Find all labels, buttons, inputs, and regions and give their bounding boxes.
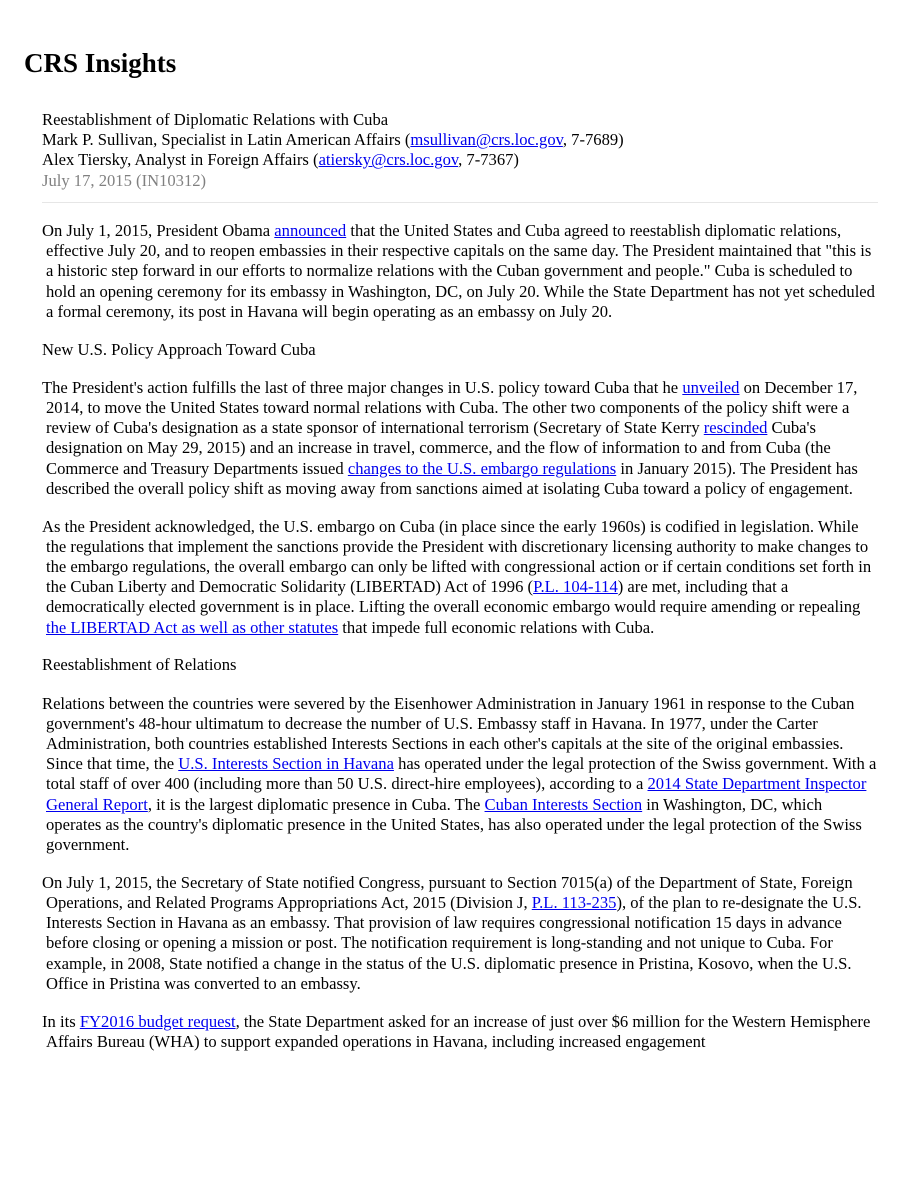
embargo-regulations-link[interactable]: changes to the U.S. embargo regulations (347, 458, 617, 478)
article-body (42, 221, 878, 1070)
pl-113-235-link[interactable]: P.L. 113-235 (531, 893, 617, 913)
author-line-2 (42, 150, 882, 170)
page-title: CRS Insights (24, 48, 177, 78)
paragraph-text: on December 17, 2014, to move the United States toward normal relations with Cuba. The other two components of the policy shift were a review of Cuba's designation as a state sponsor of international terrorism (Secretary of State Kerry (46, 377, 858, 438)
paragraph-1 (42, 221, 878, 322)
paragraph-text: As the President acknowledged, the U.S. embargo on Cuba (in place since the early 1960s) is codified in legislation. While the regulations that implement the sanctions provide the President with discretionary licensing authority to make changes to the embargo regulations, the overall embargo can only be lifted with congressional action or if certain conditions set forth in the Cuban Liberty and Democratic Solidarity (LIBERTAD) Act of 1996 ( (42, 516, 872, 597)
publication-date: July 17, 2015 (IN10312) (42, 170, 207, 190)
libertad-act-link[interactable]: the LIBERTAD Act as well as other statutes (46, 617, 339, 637)
paragraph-text: ) are met, including that a democratically elected government is in place. Lifting the overall economic embargo would require amending or repealing (46, 577, 861, 617)
author-1-email-link[interactable]: msullivan@crs.loc.gov (410, 130, 563, 150)
author-1-name: Mark P. Sullivan, Specialist in Latin American Affairs ( (42, 130, 411, 150)
paragraph-text: Cuba's designation on May 29, 2015) and an increase in travel, commerce, and the flow of information to and from Cuba (the Commerce and Treasury Departments issued (46, 418, 831, 478)
paragraph-text: , the State Department asked for an increase of just over $6 million for the Western Hemisphere Affairs Bureau (WHA) to support expanded operations in Havana, including increased engagement (46, 1011, 871, 1051)
paragraph-text: On July 1, 2015, President Obama (42, 221, 275, 240)
paragraph-5 (42, 873, 878, 994)
paragraph-2 (42, 378, 878, 499)
rescinded-link[interactable]: rescinded (703, 418, 768, 438)
author-2-email-link[interactable]: atiersky@crs.loc.gov (318, 150, 459, 170)
us-interests-section-link[interactable]: U.S. Interests Section in Havana (178, 754, 394, 774)
announced-link[interactable]: announced (274, 221, 347, 240)
paragraph-3 (42, 517, 878, 638)
header-divider (42, 202, 878, 203)
article-title: Reestablishment of Diplomatic Relations with Cuba (42, 110, 389, 129)
paragraph-text: ), of the plan to re-designate the U.S. Interests Section in Havana as an embassy. That provision of law requires congressional notification 15 days in advance before closing or opening a mission or post. The notification requirement is long-standing and not unique to Cuba. For example, in 2008, State notified a change in the status of the U.S. diplomatic presence in Pristina, Kosovo, when the U.S. Office in Pristina was converted to an embassy. (46, 893, 862, 993)
cuban-interests-section-link[interactable]: Cuban Interests Section (484, 794, 643, 814)
author-1-phone: , 7-7689) (562, 130, 624, 150)
author-2-name: Alex Tiersky, Analyst in Foreign Affairs ( (42, 150, 319, 170)
pl-104-114-link[interactable]: P.L. 104-114 (533, 577, 618, 597)
paragraph-text: Relations between the countries were severed by the Eisenhower Administration in January 1961 in response to the Cuban government's 48-hour ultimatum to decrease the number of U.S. Embassy staff in Havana. In 1977, under the Carter Administration, both countries established Interests Sections in each other's capitals at the site of the original embassies. Since that time, the (42, 693, 855, 774)
author-line-1 (42, 130, 882, 150)
paragraph-text: that impede full economic relations with Cuba. (338, 617, 655, 637)
paragraph-text: , it is the largest diplomatic presence in Cuba. The (147, 794, 485, 814)
fy2016-budget-request-link[interactable]: FY2016 budget request (79, 1011, 236, 1031)
paragraph-text: in Washington, DC, which operates as the country's diplomatic presence in the United States, has also operated under the legal protection of the Swiss government. (46, 794, 862, 855)
inspector-general-report-link[interactable]: 2014 State Department Inspector General Report (46, 774, 867, 814)
article-header (42, 110, 882, 191)
section-heading-policy: New U.S. Policy Approach Toward Cuba (42, 339, 316, 359)
paragraph-text: The President's action fulfills the last of three major changes in U.S. policy toward Cuba that he (42, 377, 683, 397)
paragraph-text: In its (42, 1011, 80, 1031)
section-heading-relations: Reestablishment of Relations (42, 655, 237, 675)
paragraph-6 (42, 1012, 878, 1052)
paragraph-4 (42, 694, 878, 856)
paragraph-text: On July 1, 2015, the Secretary of State notified Congress, pursuant to Section 7015(a) of the Department of State, Foreign Operations, and Related Programs Appropriations Act, 2015 (Division J, (42, 872, 853, 913)
paragraph-text: in January 2015). The President has described the overall policy shift as moving away from sanctions aimed at isolating Cuba toward a policy of engagement. (46, 458, 858, 498)
paragraph-text: has operated under the legal protection of the Swiss government. With a total staff of over 400 (including more than 50 U.S. direct-hire employees), according to a (46, 754, 877, 794)
author-2-phone: , 7-7367) (458, 150, 519, 170)
unveiled-link[interactable]: unveiled (682, 377, 740, 397)
paragraph-text: that the United States and Cuba agreed to reestablish diplomatic relations, effective July 20, and to reopen embassies in their respective capitals on the same day. The President maintained that "this is a historic step forward in our efforts to normalize relations with the Cuban government and people." Cuba is scheduled to hold an opening ceremony for its embassy in Washington, DC, on July 20. While the State Department has not yet scheduled a formal ceremony, its post in Havana will begin operating as an embassy on July 20. (46, 221, 875, 321)
